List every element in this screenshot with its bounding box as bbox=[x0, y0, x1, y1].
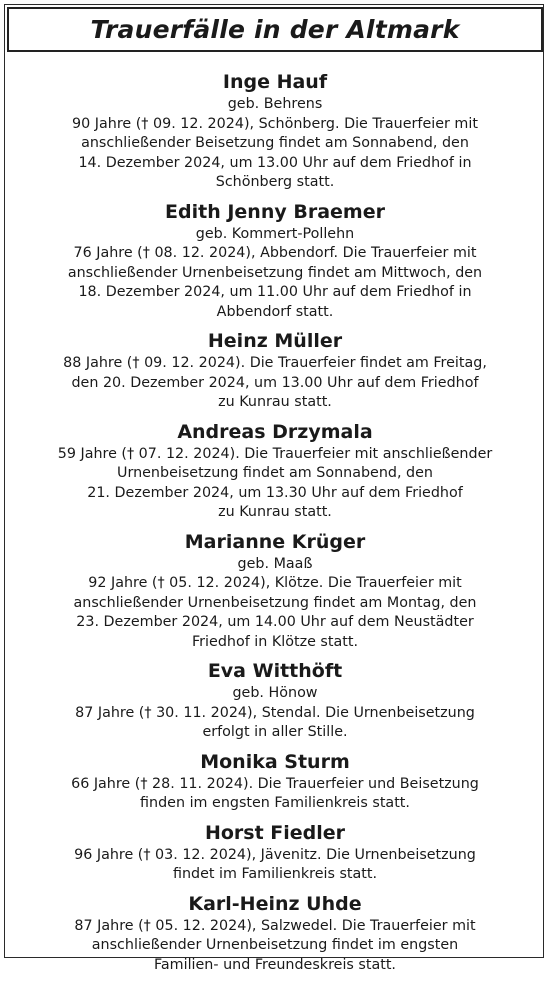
obituary-name: Horst Fiedler bbox=[204, 821, 346, 844]
page-title: Trauerfälle in der Altmark bbox=[90, 15, 460, 44]
obituary-text-line: 87 Jahre († 05. 12. 2024), Salzwedel. Die Trauerfeier mit bbox=[74, 917, 476, 934]
obituary-entry bbox=[4, 892, 546, 976]
obituary-entry bbox=[4, 420, 546, 523]
obituary-entry bbox=[4, 200, 546, 323]
obituary-text-line: Familien- und Freundeskreis statt. bbox=[154, 956, 396, 973]
obituary-text-line: geb. Maaß bbox=[237, 555, 313, 572]
obituary-text-line: erfolgt in aller Stille. bbox=[202, 724, 348, 740]
obituary-text-line: anschließender Urnenbeisetzung findet am Montag, den bbox=[73, 594, 477, 611]
obituary-name: Andreas Drzymala bbox=[177, 420, 373, 443]
obituary-entry bbox=[4, 659, 546, 743]
obituary-text-line: zu Kunrau statt. bbox=[218, 394, 332, 410]
obituary-name: Eva Witthöft bbox=[207, 660, 343, 682]
obituary-entry bbox=[4, 329, 546, 413]
obituary-text-line: 23. Dezember 2024, um 14.00 Uhr auf dem Neustädter bbox=[76, 614, 474, 630]
obituary-text-line: Schönberg statt. bbox=[215, 174, 335, 190]
obituary-text-line: 76 Jahre († 08. 12. 2024), Abbendorf. Die Trauerfeier mit bbox=[73, 245, 477, 261]
header-banner bbox=[7, 7, 543, 52]
obituary-entry bbox=[4, 530, 546, 653]
obituary-text-line: anschließender Beisetzung findet am Sonnabend, den bbox=[81, 135, 469, 151]
obituary-text-line: geb. Behrens bbox=[227, 96, 323, 112]
obituary-entry bbox=[4, 750, 546, 814]
obituary-name: Inge Hauf bbox=[222, 71, 328, 93]
obituary-text-line: 14. Dezember 2024, um 13.00 Uhr auf dem Friedhof in bbox=[78, 154, 472, 171]
obituary-entry bbox=[4, 70, 546, 193]
obituary-list bbox=[4, 70, 546, 982]
obituary-text-line: finden im engsten Familienkreis statt. bbox=[140, 795, 410, 811]
obituary-text-line: zu Kunrau statt. bbox=[218, 504, 332, 520]
obituary-text-line: Friedhof in Klötze statt. bbox=[192, 633, 358, 650]
obituary-text-line: geb. Kommert-Pollehn bbox=[195, 225, 355, 242]
obituary-text-line: den 20. Dezember 2024, um 13.00 Uhr auf dem Friedhof bbox=[71, 374, 479, 391]
obituary-name: Marianne Krüger bbox=[184, 530, 366, 553]
obituary-text-line: 90 Jahre († 09. 12. 2024), Schönberg. Die Trauerfeier mit bbox=[72, 115, 478, 132]
obituary-text-line: 92 Jahre († 05. 12. 2024), Klötze. Die Trauerfeier mit bbox=[88, 575, 462, 591]
obituary-name: Karl-Heinz Uhde bbox=[188, 892, 362, 915]
obituary-text-line: Urnenbeisetzung findet am Sonnabend, den bbox=[116, 465, 433, 481]
obituary-text-line: Abbendorf statt. bbox=[216, 303, 334, 320]
obituary-name: Heinz Müller bbox=[207, 330, 343, 352]
obituary-text-line: 66 Jahre († 28. 11. 2024). Die Trauerfeier und Beisetzung bbox=[71, 775, 479, 792]
obituary-text-line: 18. Dezember 2024, um 11.00 Uhr auf dem Friedhof in bbox=[78, 284, 472, 300]
obituary-name: Edith Jenny Braemer bbox=[165, 200, 385, 223]
obituary-text-line: 21. Dezember 2024, um 13.30 Uhr auf dem Friedhof bbox=[87, 484, 463, 501]
obituary-text-line: 87 Jahre († 30. 11. 2024), Stendal. Die Urnenbeisetzung bbox=[75, 704, 475, 721]
obituary-text-line: anschließender Urnenbeisetzung findet im engsten bbox=[91, 937, 459, 953]
obituary-text-line: 96 Jahre († 03. 12. 2024), Jävenitz. Die Urnenbeisetzung bbox=[74, 846, 476, 863]
obituary-text-line: findet im Familienkreis statt. bbox=[172, 866, 378, 882]
obituary-text-line: 59 Jahre († 07. 12. 2024). Die Trauerfeier mit anschließender bbox=[57, 445, 493, 462]
obituary-entry bbox=[4, 821, 546, 885]
obituary-text-line: anschließender Urnenbeisetzung findet am Mittwoch, den bbox=[67, 264, 483, 281]
obituary-text-line: 88 Jahre († 09. 12. 2024). Die Trauerfeier findet am Freitag, bbox=[63, 355, 487, 371]
obituary-text-line: geb. Hönow bbox=[232, 685, 318, 701]
obituary-name: Monika Sturm bbox=[200, 750, 350, 773]
